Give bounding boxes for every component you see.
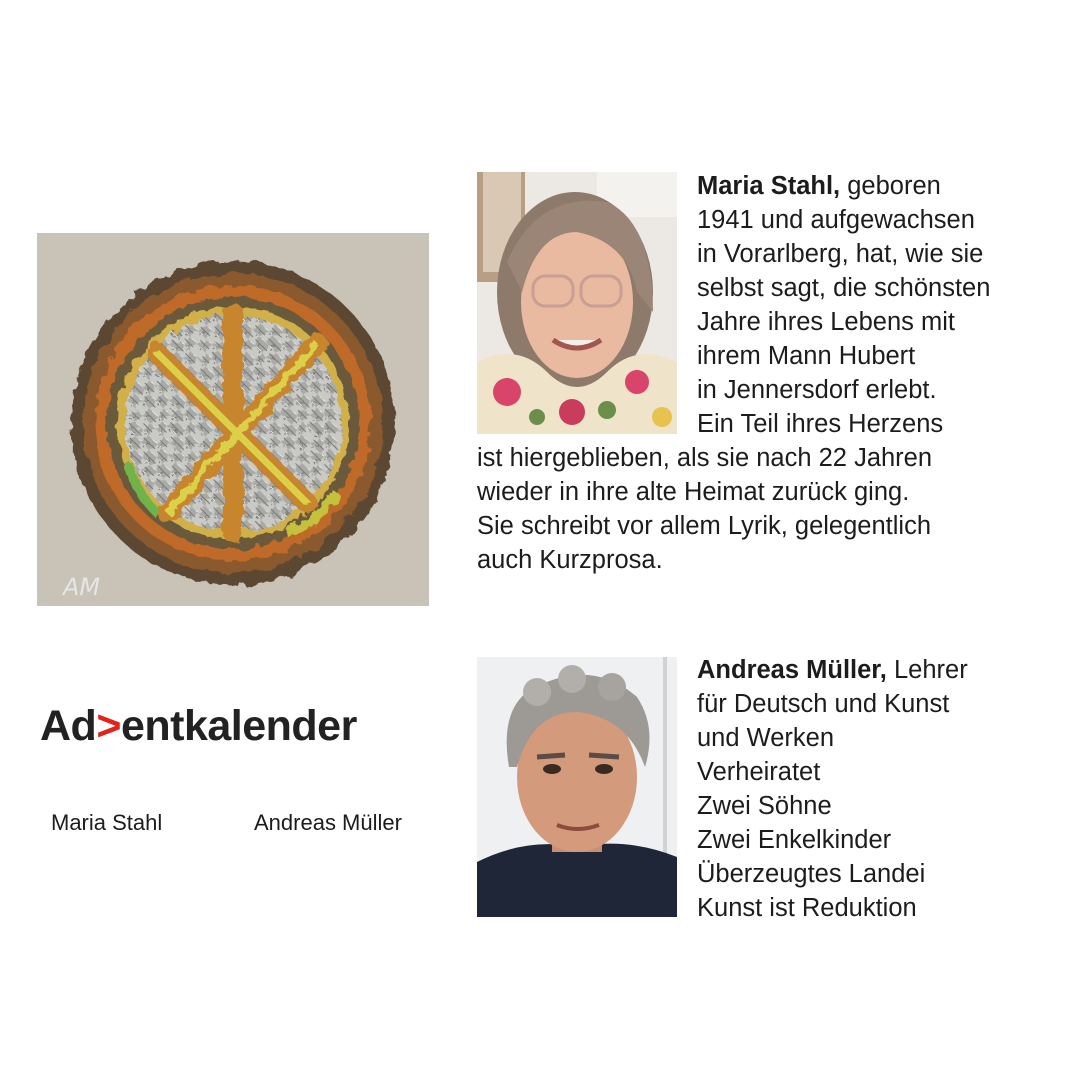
bio-line-andreas-6: Zwei Enkelkinder: [697, 826, 892, 854]
bio-line-maria-11: Sie schreibt vor allem Lyrik, gelegentlich: [477, 512, 932, 540]
bio-line-maria-1: [697, 169, 941, 203]
bio-line-maria-7: in Jennersdorf erlebt.: [697, 376, 937, 404]
credit-author-name: Maria Stahl: [51, 810, 163, 835]
bio-line-andreas-2: für Deutsch und Kunst: [697, 690, 950, 718]
bio-name-andreas: Andreas Müller,: [697, 656, 887, 684]
artwork-signature: AM: [63, 573, 101, 601]
bio-line-maria-4: selbst sagt, die schönsten: [697, 274, 991, 302]
bio-text: Lehrer: [894, 656, 968, 684]
credit-artist-name: Andreas Müller: [254, 810, 402, 835]
bio-line-andreas-1: [697, 653, 968, 687]
bio-line-maria-5: Jahre ihres Lebens mit: [697, 308, 955, 336]
bio-line-andreas-4: Verheiratet: [697, 758, 821, 786]
bio-line-maria-9: ist hiergeblieben, als sie nach 22 Jahren: [477, 444, 933, 472]
bio-line-andreas-8: Kunst ist Reduktion: [697, 894, 917, 922]
bio-text: geboren: [847, 172, 941, 200]
logo-adventkalender: [40, 700, 357, 752]
bio-line-maria-6: ihrem Mann Hubert: [697, 342, 916, 370]
bio-line-maria-12: auch Kurzprosa.: [477, 546, 663, 574]
artwork-image: [37, 233, 429, 606]
logo-text-suffix: entkalender: [120, 702, 357, 750]
bio-line-maria-3: in Vorarlberg, hat, wie sie: [697, 240, 984, 268]
bio-line-maria-2: 1941 und aufgewachsen: [697, 206, 975, 234]
bio-name-maria: Maria Stahl,: [697, 172, 841, 200]
logo-text-prefix: Ad: [40, 702, 97, 750]
logo-arrow-glyph: >: [96, 702, 121, 750]
bio-line-maria-10: wieder in ihre alte Heimat zurück ging.: [477, 478, 910, 506]
bio-line-maria-8: Ein Teil ihres Herzens: [697, 410, 944, 438]
portrait-maria-stahl: [477, 172, 677, 434]
bio-line-andreas-5: Zwei Söhne: [697, 792, 832, 820]
portrait-andreas-mueller: [477, 657, 677, 917]
bio-line-andreas-7: Überzeugtes Landei: [697, 860, 926, 888]
bio-line-andreas-3: und Werken: [697, 724, 835, 752]
